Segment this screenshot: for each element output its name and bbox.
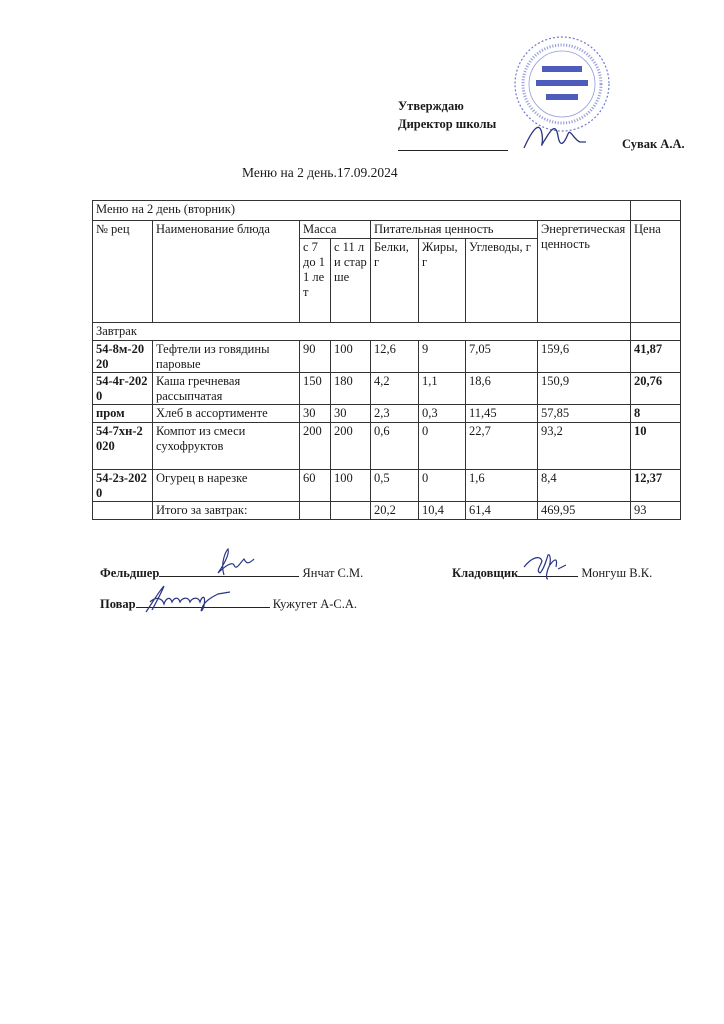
table-caption: Меню на 2 день (вторник) — [93, 201, 631, 221]
signature-cook — [100, 596, 357, 612]
cell-mass-11-plus: 180 — [331, 373, 371, 405]
cell-price: 20,76 — [631, 373, 681, 405]
signature-role: Фельдшер — [100, 566, 160, 580]
cell-mass-11-plus: 100 — [331, 470, 371, 502]
cell-carbs: 11,45 — [466, 405, 538, 423]
approval-line: Утверждаю — [398, 99, 464, 113]
cell-fats: 0 — [419, 470, 466, 502]
cell-proteins: 2,3 — [371, 405, 419, 423]
cell-mass-7-11: 90 — [300, 341, 331, 373]
table-row — [93, 423, 681, 470]
table-row — [93, 341, 681, 373]
section-empty-cell — [631, 323, 681, 341]
cell-energy: 159,6 — [538, 341, 631, 373]
cell-rec: 54-4г-2020 — [93, 373, 153, 405]
header-fats: Жиры, г — [419, 239, 466, 323]
cell-name: Хлеб в ассортименте — [153, 405, 300, 423]
total-proteins: 20,2 — [371, 502, 419, 520]
director-name: Сувак А.А. — [622, 137, 685, 151]
cook-signature-scribble — [140, 584, 236, 614]
section-breakfast: Завтрак — [93, 323, 631, 341]
cell-empty — [300, 502, 331, 520]
total-carbs: 61,4 — [466, 502, 538, 520]
total-price: 93 — [631, 502, 681, 520]
cell-empty — [331, 502, 371, 520]
cell-proteins: 12,6 — [371, 341, 419, 373]
table-row — [93, 405, 681, 423]
director-signature-line — [398, 150, 508, 151]
cell-price: 41,87 — [631, 341, 681, 373]
header-mass: Масса — [300, 221, 371, 239]
header-proteins: Белки, г — [371, 239, 419, 323]
cell-mass-7-11: 200 — [300, 423, 331, 470]
total-row — [93, 502, 681, 520]
cell-name: Каша гречневая рассыпчатая — [153, 373, 300, 405]
cell-price: 12,37 — [631, 470, 681, 502]
table-row — [93, 470, 681, 502]
cell-energy: 93,2 — [538, 423, 631, 470]
cell-rec: 54-2з-2020 — [93, 470, 153, 502]
cell-price: 10 — [631, 423, 681, 470]
header-mass-11-plus: с 11 л и старше — [331, 239, 371, 323]
cell-carbs: 7,05 — [466, 341, 538, 373]
signature-role: Повар — [100, 597, 136, 611]
signature-medic — [100, 565, 363, 581]
signature-name: Кужугет А-С.А. — [272, 597, 358, 611]
total-energy: 469,95 — [538, 502, 631, 520]
signature-name: Янчат С.М. — [302, 566, 364, 580]
cell-mass-11-plus: 30 — [331, 405, 371, 423]
cell-rec: 54-7хн-2020 — [93, 423, 153, 470]
cell-fats: 1,1 — [419, 373, 466, 405]
cell-rec: пром — [93, 405, 153, 423]
header-nutrition: Питательная ценность — [371, 221, 538, 239]
cell-mass-11-plus: 200 — [331, 423, 371, 470]
header-rec: № рец — [93, 221, 153, 323]
total-fats: 10,4 — [419, 502, 466, 520]
header-price: Цена — [631, 221, 681, 323]
total-label: Итого за завтрак: — [153, 502, 300, 520]
school-stamp — [512, 34, 612, 134]
header-carbs: Углеводы, г — [466, 239, 538, 323]
cell-fats: 9 — [419, 341, 466, 373]
header-mass-7-11: с 7 до 11 лет — [300, 239, 331, 323]
cell-fats: 0,3 — [419, 405, 466, 423]
header-energy: Энергетическая ценность — [538, 221, 631, 323]
menu-table — [92, 200, 681, 520]
header-name: Наименование блюда — [153, 221, 300, 323]
signature-name: Монгуш В.К. — [581, 566, 653, 580]
cell-name: Огурец в нарезке — [153, 470, 300, 502]
signature-role: Кладовщик — [452, 566, 519, 580]
document-title: Меню на 2 день.17.09.2024 — [242, 165, 398, 180]
medic-signature-scribble — [210, 547, 256, 577]
cell-proteins: 0,6 — [371, 423, 419, 470]
cell-mass-7-11: 30 — [300, 405, 331, 423]
cell-name: Тефтели из говядины паровые — [153, 341, 300, 373]
cell-mass-7-11: 150 — [300, 373, 331, 405]
cell-carbs: 18,6 — [466, 373, 538, 405]
cell-energy: 150,9 — [538, 373, 631, 405]
cell-carbs: 22,7 — [466, 423, 538, 470]
storekeeper-signature-scribble — [522, 551, 566, 581]
table-row — [93, 373, 681, 405]
cell-proteins: 4,2 — [371, 373, 419, 405]
cell-carbs: 1,6 — [466, 470, 538, 502]
cell-fats: 0 — [419, 423, 466, 470]
cell-energy: 57,85 — [538, 405, 631, 423]
cell-empty — [93, 502, 153, 520]
caption-empty-cell — [631, 201, 681, 221]
approval-position: Директор школы — [398, 117, 497, 131]
director-signature — [520, 120, 590, 152]
signature-storekeeper — [452, 565, 652, 581]
cell-rec: 54-8м-2020 — [93, 341, 153, 373]
cell-mass-11-plus: 100 — [331, 341, 371, 373]
cell-energy: 8,4 — [538, 470, 631, 502]
cell-price: 8 — [631, 405, 681, 423]
stamp-center-mark — [536, 66, 588, 100]
cell-name: Компот из смеси сухофруктов — [153, 423, 300, 470]
cell-proteins: 0,5 — [371, 470, 419, 502]
cell-mass-7-11: 60 — [300, 470, 331, 502]
